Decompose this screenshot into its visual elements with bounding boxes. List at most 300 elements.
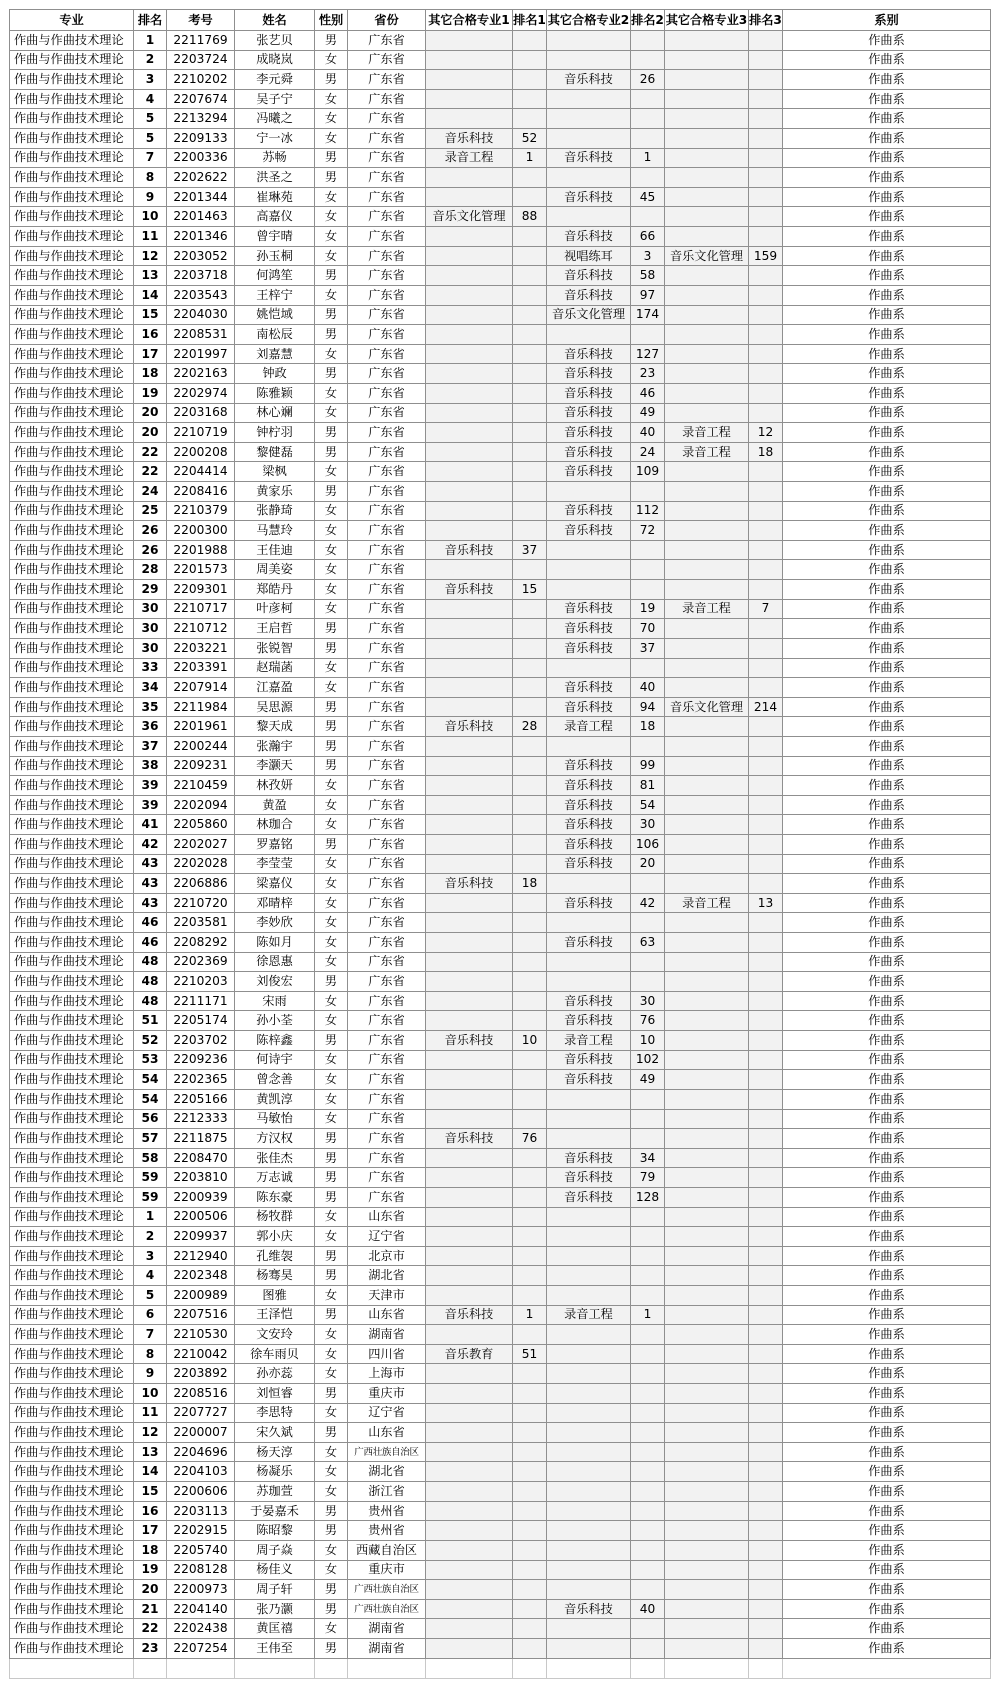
cell-gender[interactable]: 男 [315, 1521, 348, 1541]
cell-department[interactable]: 作曲系 [783, 344, 991, 364]
cell-province[interactable]: 广东省 [348, 1031, 426, 1051]
cell-other-major-2[interactable] [547, 482, 631, 502]
cell-other-major-2[interactable] [547, 31, 631, 51]
cell-major[interactable]: 作曲与作曲技术理论 [10, 50, 134, 70]
cell-department[interactable]: 作曲系 [783, 325, 991, 345]
empty-cell[interactable] [167, 1658, 235, 1678]
cell-other-major-1[interactable] [426, 266, 513, 286]
cell-exam-id[interactable]: 2207254 [167, 1638, 235, 1658]
cell-exam-id[interactable]: 2201463 [167, 207, 235, 227]
cell-other-major-1[interactable] [426, 933, 513, 953]
cell-exam-id[interactable]: 2203810 [167, 1168, 235, 1188]
cell-department[interactable]: 作曲系 [783, 874, 991, 894]
cell-rank[interactable]: 16 [134, 1501, 167, 1521]
cell-gender[interactable]: 女 [315, 207, 348, 227]
cell-gender[interactable]: 男 [315, 1423, 348, 1443]
cell-major[interactable]: 作曲与作曲技术理论 [10, 31, 134, 51]
cell-other-major-1[interactable] [426, 658, 513, 678]
cell-province[interactable]: 天津市 [348, 1286, 426, 1306]
cell-rank[interactable]: 20 [134, 1580, 167, 1600]
cell-department[interactable]: 作曲系 [783, 109, 991, 129]
cell-other-major-2[interactable]: 音乐科技 [547, 187, 631, 207]
cell-gender[interactable]: 女 [315, 1344, 348, 1364]
cell-other-major-2[interactable] [547, 168, 631, 188]
cell-other-major-2[interactable]: 音乐科技 [547, 148, 631, 168]
cell-other-major-3[interactable]: 音乐文化管理 [665, 246, 749, 266]
cell-rank-1[interactable] [513, 109, 547, 129]
cell-major[interactable]: 作曲与作曲技术理论 [10, 1580, 134, 1600]
cell-exam-id[interactable]: 2200939 [167, 1187, 235, 1207]
cell-name[interactable]: 何鸿笙 [235, 266, 315, 286]
cell-name[interactable]: 王伟至 [235, 1638, 315, 1658]
cell-rank-3[interactable] [749, 560, 783, 580]
cell-gender[interactable]: 男 [315, 148, 348, 168]
cell-rank-1[interactable] [513, 1011, 547, 1031]
cell-province[interactable]: 湖南省 [348, 1638, 426, 1658]
cell-rank-1[interactable] [513, 344, 547, 364]
cell-province[interactable]: 广东省 [348, 266, 426, 286]
cell-exam-id[interactable]: 2210202 [167, 70, 235, 90]
cell-province[interactable]: 广东省 [348, 207, 426, 227]
cell-other-major-1[interactable] [426, 246, 513, 266]
cell-other-major-2[interactable]: 音乐科技 [547, 599, 631, 619]
cell-major[interactable]: 作曲与作曲技术理论 [10, 1501, 134, 1521]
cell-rank-1[interactable] [513, 187, 547, 207]
cell-province[interactable]: 广东省 [348, 658, 426, 678]
cell-gender[interactable]: 女 [315, 1482, 348, 1502]
cell-department[interactable]: 作曲系 [783, 1246, 991, 1266]
cell-rank-3[interactable] [749, 1305, 783, 1325]
cell-other-major-2[interactable]: 音乐科技 [547, 619, 631, 639]
cell-name[interactable]: 孔维袈 [235, 1246, 315, 1266]
cell-other-major-1[interactable]: 音乐科技 [426, 1031, 513, 1051]
cell-rank-1[interactable] [513, 442, 547, 462]
cell-name[interactable]: 王泽恺 [235, 1305, 315, 1325]
cell-major[interactable]: 作曲与作曲技术理论 [10, 266, 134, 286]
cell-exam-id[interactable]: 2209301 [167, 580, 235, 600]
cell-rank-1[interactable] [513, 815, 547, 835]
cell-gender[interactable]: 男 [315, 423, 348, 443]
cell-rank-3[interactable] [749, 482, 783, 502]
cell-other-major-1[interactable] [426, 913, 513, 933]
cell-other-major-1[interactable] [426, 1560, 513, 1580]
cell-other-major-1[interactable] [426, 1599, 513, 1619]
cell-rank-2[interactable]: 40 [631, 678, 665, 698]
cell-rank-2[interactable]: 40 [631, 423, 665, 443]
cell-name[interactable]: 万志诚 [235, 1168, 315, 1188]
cell-exam-id[interactable]: 2202438 [167, 1619, 235, 1639]
cell-rank-1[interactable] [513, 697, 547, 717]
cell-major[interactable]: 作曲与作曲技术理论 [10, 991, 134, 1011]
cell-rank-2[interactable] [631, 1580, 665, 1600]
cell-name[interactable]: 钟柠羽 [235, 423, 315, 443]
cell-other-major-2[interactable]: 音乐科技 [547, 834, 631, 854]
header-cell-province[interactable]: 省份 [348, 10, 426, 31]
cell-department[interactable]: 作曲系 [783, 1423, 991, 1443]
cell-rank[interactable]: 13 [134, 266, 167, 286]
cell-name[interactable]: 张静琦 [235, 501, 315, 521]
cell-rank-2[interactable] [631, 31, 665, 51]
cell-other-major-1[interactable] [426, 1423, 513, 1443]
cell-name[interactable]: 陈东豪 [235, 1187, 315, 1207]
cell-rank-2[interactable]: 94 [631, 697, 665, 717]
cell-other-major-2[interactable]: 音乐科技 [547, 815, 631, 835]
cell-rank-3[interactable] [749, 168, 783, 188]
cell-department[interactable]: 作曲系 [783, 1580, 991, 1600]
cell-rank-1[interactable] [513, 1423, 547, 1443]
cell-rank-2[interactable] [631, 952, 665, 972]
cell-rank-3[interactable] [749, 403, 783, 423]
cell-department[interactable]: 作曲系 [783, 423, 991, 443]
cell-gender[interactable]: 女 [315, 187, 348, 207]
cell-name[interactable]: 马慧玲 [235, 521, 315, 541]
cell-province[interactable]: 广东省 [348, 1109, 426, 1129]
cell-gender[interactable]: 女 [315, 109, 348, 129]
cell-other-major-3[interactable] [665, 1501, 749, 1521]
cell-rank-1[interactable] [513, 383, 547, 403]
cell-province[interactable]: 湖北省 [348, 1266, 426, 1286]
cell-rank-3[interactable] [749, 717, 783, 737]
cell-rank-2[interactable]: 109 [631, 462, 665, 482]
cell-province[interactable]: 广东省 [348, 913, 426, 933]
cell-other-major-2[interactable]: 录音工程 [547, 1305, 631, 1325]
cell-gender[interactable]: 男 [315, 1129, 348, 1149]
cell-department[interactable]: 作曲系 [783, 1089, 991, 1109]
cell-rank-3[interactable] [749, 129, 783, 149]
cell-rank-2[interactable] [631, 736, 665, 756]
cell-name[interactable]: 江嘉盈 [235, 678, 315, 698]
cell-other-major-3[interactable] [665, 1403, 749, 1423]
cell-gender[interactable]: 女 [315, 952, 348, 972]
cell-exam-id[interactable]: 2205740 [167, 1540, 235, 1560]
cell-rank[interactable]: 14 [134, 1462, 167, 1482]
cell-department[interactable]: 作曲系 [783, 991, 991, 1011]
cell-department[interactable]: 作曲系 [783, 168, 991, 188]
cell-rank-2[interactable]: 19 [631, 599, 665, 619]
cell-other-major-1[interactable] [426, 893, 513, 913]
cell-rank-3[interactable] [749, 1031, 783, 1051]
cell-name[interactable]: 周子焱 [235, 1540, 315, 1560]
cell-province[interactable]: 广东省 [348, 678, 426, 698]
cell-name[interactable]: 郭小庆 [235, 1227, 315, 1247]
cell-rank-2[interactable] [631, 1423, 665, 1443]
cell-exam-id[interactable]: 2209133 [167, 129, 235, 149]
cell-rank[interactable]: 41 [134, 815, 167, 835]
cell-name[interactable]: 张乃灏 [235, 1599, 315, 1619]
cell-major[interactable]: 作曲与作曲技术理论 [10, 501, 134, 521]
cell-other-major-1[interactable] [426, 187, 513, 207]
cell-rank-1[interactable] [513, 599, 547, 619]
cell-province[interactable]: 广东省 [348, 383, 426, 403]
cell-rank-1[interactable]: 15 [513, 580, 547, 600]
cell-province[interactable]: 广东省 [348, 580, 426, 600]
cell-province[interactable]: 湖南省 [348, 1619, 426, 1639]
cell-rank-2[interactable]: 18 [631, 717, 665, 737]
cell-gender[interactable]: 男 [315, 1599, 348, 1619]
cell-rank-3[interactable] [749, 1187, 783, 1207]
cell-other-major-1[interactable]: 录音工程 [426, 148, 513, 168]
cell-rank-3[interactable] [749, 795, 783, 815]
cell-other-major-1[interactable] [426, 89, 513, 109]
cell-gender[interactable]: 女 [315, 521, 348, 541]
cell-department[interactable]: 作曲系 [783, 1266, 991, 1286]
cell-rank-1[interactable] [513, 521, 547, 541]
cell-name[interactable]: 马敏怡 [235, 1109, 315, 1129]
cell-rank-3[interactable] [749, 913, 783, 933]
cell-name[interactable]: 周美姿 [235, 560, 315, 580]
cell-rank-3[interactable] [749, 383, 783, 403]
cell-rank-2[interactable] [631, 1344, 665, 1364]
cell-other-major-1[interactable] [426, 1325, 513, 1345]
cell-rank-2[interactable] [631, 325, 665, 345]
cell-rank-2[interactable] [631, 50, 665, 70]
cell-rank-3[interactable] [749, 1619, 783, 1639]
cell-rank[interactable]: 24 [134, 482, 167, 502]
cell-other-major-3[interactable] [665, 560, 749, 580]
cell-exam-id[interactable]: 2207727 [167, 1403, 235, 1423]
cell-rank-2[interactable] [631, 1364, 665, 1384]
cell-major[interactable]: 作曲与作曲技术理论 [10, 638, 134, 658]
cell-other-major-1[interactable] [426, 1521, 513, 1541]
cell-other-major-2[interactable] [547, 972, 631, 992]
cell-rank-3[interactable] [749, 1011, 783, 1031]
cell-exam-id[interactable]: 2201988 [167, 540, 235, 560]
cell-other-major-3[interactable] [665, 1246, 749, 1266]
cell-rank[interactable]: 12 [134, 1423, 167, 1443]
cell-rank-3[interactable] [749, 1050, 783, 1070]
cell-rank[interactable]: 14 [134, 285, 167, 305]
cell-other-major-3[interactable]: 录音工程 [665, 893, 749, 913]
cell-rank-3[interactable] [749, 1638, 783, 1658]
cell-other-major-3[interactable] [665, 540, 749, 560]
cell-rank-3[interactable] [749, 1168, 783, 1188]
cell-gender[interactable]: 男 [315, 168, 348, 188]
cell-name[interactable]: 陈昭黎 [235, 1521, 315, 1541]
cell-rank[interactable]: 48 [134, 972, 167, 992]
cell-other-major-2[interactable]: 音乐科技 [547, 403, 631, 423]
cell-other-major-2[interactable] [547, 1266, 631, 1286]
cell-name[interactable]: 刘俊宏 [235, 972, 315, 992]
cell-rank[interactable]: 6 [134, 1305, 167, 1325]
cell-other-major-2[interactable]: 音乐科技 [547, 678, 631, 698]
cell-department[interactable]: 作曲系 [783, 89, 991, 109]
cell-department[interactable]: 作曲系 [783, 795, 991, 815]
empty-cell[interactable] [513, 1658, 547, 1678]
cell-gender[interactable]: 女 [315, 1227, 348, 1247]
cell-rank[interactable]: 8 [134, 1344, 167, 1364]
cell-other-major-2[interactable] [547, 207, 631, 227]
cell-other-major-3[interactable] [665, 874, 749, 894]
cell-department[interactable]: 作曲系 [783, 462, 991, 482]
cell-other-major-1[interactable]: 音乐教育 [426, 1344, 513, 1364]
cell-rank[interactable]: 58 [134, 1148, 167, 1168]
cell-rank-1[interactable]: 28 [513, 717, 547, 737]
cell-exam-id[interactable]: 2205860 [167, 815, 235, 835]
cell-other-major-2[interactable] [547, 1423, 631, 1443]
cell-other-major-3[interactable] [665, 70, 749, 90]
cell-rank[interactable]: 46 [134, 933, 167, 953]
header-cell-rank-3[interactable]: 排名3 [749, 10, 783, 31]
cell-province[interactable]: 广东省 [348, 246, 426, 266]
cell-department[interactable]: 作曲系 [783, 834, 991, 854]
cell-rank-3[interactable] [749, 1227, 783, 1247]
cell-rank-1[interactable] [513, 423, 547, 443]
cell-major[interactable]: 作曲与作曲技术理论 [10, 893, 134, 913]
cell-other-major-1[interactable] [426, 619, 513, 639]
cell-rank-3[interactable]: 7 [749, 599, 783, 619]
cell-rank[interactable]: 17 [134, 1521, 167, 1541]
header-cell-other-major-2[interactable]: 其它合格专业2 [547, 10, 631, 31]
cell-province[interactable]: 广东省 [348, 638, 426, 658]
cell-other-major-2[interactable] [547, 658, 631, 678]
cell-rank[interactable]: 1 [134, 31, 167, 51]
cell-other-major-1[interactable]: 音乐科技 [426, 717, 513, 737]
cell-other-major-2[interactable] [547, 1109, 631, 1129]
cell-other-major-1[interactable] [426, 697, 513, 717]
cell-department[interactable]: 作曲系 [783, 1403, 991, 1423]
cell-rank-1[interactable] [513, 227, 547, 247]
cell-rank[interactable]: 59 [134, 1168, 167, 1188]
cell-exam-id[interactable]: 2202094 [167, 795, 235, 815]
cell-rank-1[interactable] [513, 364, 547, 384]
cell-name[interactable]: 吴子宁 [235, 89, 315, 109]
cell-major[interactable]: 作曲与作曲技术理论 [10, 540, 134, 560]
cell-other-major-2[interactable]: 音乐科技 [547, 933, 631, 953]
cell-gender[interactable]: 女 [315, 776, 348, 796]
cell-exam-id[interactable]: 2207674 [167, 89, 235, 109]
cell-rank-1[interactable] [513, 1638, 547, 1658]
cell-rank-3[interactable] [749, 266, 783, 286]
empty-cell[interactable] [315, 1658, 348, 1678]
cell-rank[interactable]: 3 [134, 1246, 167, 1266]
cell-rank-3[interactable] [749, 187, 783, 207]
cell-other-major-1[interactable] [426, 1207, 513, 1227]
cell-rank-3[interactable] [749, 305, 783, 325]
cell-other-major-1[interactable] [426, 442, 513, 462]
cell-other-major-3[interactable] [665, 325, 749, 345]
cell-other-major-2[interactable] [547, 325, 631, 345]
cell-rank[interactable]: 30 [134, 638, 167, 658]
cell-gender[interactable]: 女 [315, 854, 348, 874]
cell-department[interactable]: 作曲系 [783, 1560, 991, 1580]
cell-rank-2[interactable] [631, 1403, 665, 1423]
cell-rank[interactable]: 48 [134, 991, 167, 1011]
cell-other-major-3[interactable] [665, 1325, 749, 1345]
cell-other-major-2[interactable] [547, 1246, 631, 1266]
cell-rank-2[interactable]: 30 [631, 815, 665, 835]
cell-department[interactable]: 作曲系 [783, 1207, 991, 1227]
cell-rank[interactable]: 28 [134, 560, 167, 580]
cell-gender[interactable]: 女 [315, 462, 348, 482]
cell-gender[interactable]: 男 [315, 442, 348, 462]
cell-major[interactable]: 作曲与作曲技术理论 [10, 344, 134, 364]
cell-other-major-1[interactable] [426, 991, 513, 1011]
cell-rank-2[interactable] [631, 129, 665, 149]
cell-rank-3[interactable]: 18 [749, 442, 783, 462]
cell-rank[interactable]: 18 [134, 1540, 167, 1560]
cell-province[interactable]: 广东省 [348, 1011, 426, 1031]
cell-province[interactable]: 广东省 [348, 129, 426, 149]
cell-province[interactable]: 湖北省 [348, 1462, 426, 1482]
cell-major[interactable]: 作曲与作曲技术理论 [10, 1129, 134, 1149]
cell-other-major-3[interactable]: 录音工程 [665, 423, 749, 443]
cell-major[interactable]: 作曲与作曲技术理论 [10, 580, 134, 600]
cell-other-major-1[interactable]: 音乐科技 [426, 580, 513, 600]
cell-department[interactable]: 作曲系 [783, 756, 991, 776]
cell-other-major-2[interactable] [547, 952, 631, 972]
cell-rank-1[interactable]: 1 [513, 148, 547, 168]
cell-name[interactable]: 陈如月 [235, 933, 315, 953]
cell-other-major-2[interactable] [547, 1521, 631, 1541]
cell-major[interactable]: 作曲与作曲技术理论 [10, 1031, 134, 1051]
cell-name[interactable]: 刘嘉慧 [235, 344, 315, 364]
cell-rank-1[interactable] [513, 305, 547, 325]
cell-other-major-3[interactable] [665, 227, 749, 247]
cell-rank[interactable]: 43 [134, 854, 167, 874]
cell-rank-1[interactable] [513, 1482, 547, 1502]
cell-rank-1[interactable] [513, 658, 547, 678]
cell-rank-1[interactable] [513, 834, 547, 854]
cell-rank-3[interactable] [749, 70, 783, 90]
cell-gender[interactable]: 女 [315, 344, 348, 364]
cell-rank-1[interactable] [513, 736, 547, 756]
cell-province[interactable]: 广东省 [348, 756, 426, 776]
cell-province[interactable]: 广东省 [348, 599, 426, 619]
cell-other-major-1[interactable]: 音乐文化管理 [426, 207, 513, 227]
cell-department[interactable]: 作曲系 [783, 1227, 991, 1247]
cell-other-major-3[interactable] [665, 776, 749, 796]
cell-rank-3[interactable]: 13 [749, 893, 783, 913]
cell-rank-2[interactable] [631, 1325, 665, 1345]
cell-other-major-2[interactable] [547, 1638, 631, 1658]
cell-rank-2[interactable]: 23 [631, 364, 665, 384]
cell-other-major-3[interactable] [665, 1364, 749, 1384]
cell-other-major-2[interactable]: 音乐科技 [547, 462, 631, 482]
cell-other-major-1[interactable] [426, 1580, 513, 1600]
cell-major[interactable]: 作曲与作曲技术理论 [10, 1638, 134, 1658]
cell-rank[interactable]: 26 [134, 540, 167, 560]
empty-cell[interactable] [665, 1658, 749, 1678]
cell-rank-2[interactable] [631, 560, 665, 580]
cell-major[interactable]: 作曲与作曲技术理论 [10, 1266, 134, 1286]
cell-rank[interactable]: 7 [134, 1325, 167, 1345]
cell-major[interactable]: 作曲与作曲技术理论 [10, 1227, 134, 1247]
cell-other-major-1[interactable] [426, 462, 513, 482]
cell-rank-3[interactable] [749, 1109, 783, 1129]
cell-gender[interactable]: 男 [315, 70, 348, 90]
cell-department[interactable]: 作曲系 [783, 1286, 991, 1306]
cell-rank-2[interactable] [631, 1227, 665, 1247]
cell-department[interactable]: 作曲系 [783, 1129, 991, 1149]
cell-gender[interactable]: 男 [315, 31, 348, 51]
cell-rank-2[interactable]: 26 [631, 70, 665, 90]
cell-rank-1[interactable] [513, 638, 547, 658]
cell-major[interactable]: 作曲与作曲技术理论 [10, 1364, 134, 1384]
cell-major[interactable]: 作曲与作曲技术理论 [10, 442, 134, 462]
empty-cell[interactable] [783, 1658, 991, 1678]
cell-rank[interactable]: 19 [134, 383, 167, 403]
cell-rank-3[interactable] [749, 1286, 783, 1306]
cell-exam-id[interactable]: 2211171 [167, 991, 235, 1011]
cell-rank-3[interactable] [749, 776, 783, 796]
cell-other-major-2[interactable]: 录音工程 [547, 1031, 631, 1051]
cell-other-major-3[interactable] [665, 1050, 749, 1070]
cell-exam-id[interactable]: 2200244 [167, 736, 235, 756]
cell-other-major-1[interactable] [426, 1501, 513, 1521]
cell-rank-1[interactable] [513, 168, 547, 188]
cell-exam-id[interactable]: 2207914 [167, 678, 235, 698]
cell-rank[interactable]: 5 [134, 129, 167, 149]
